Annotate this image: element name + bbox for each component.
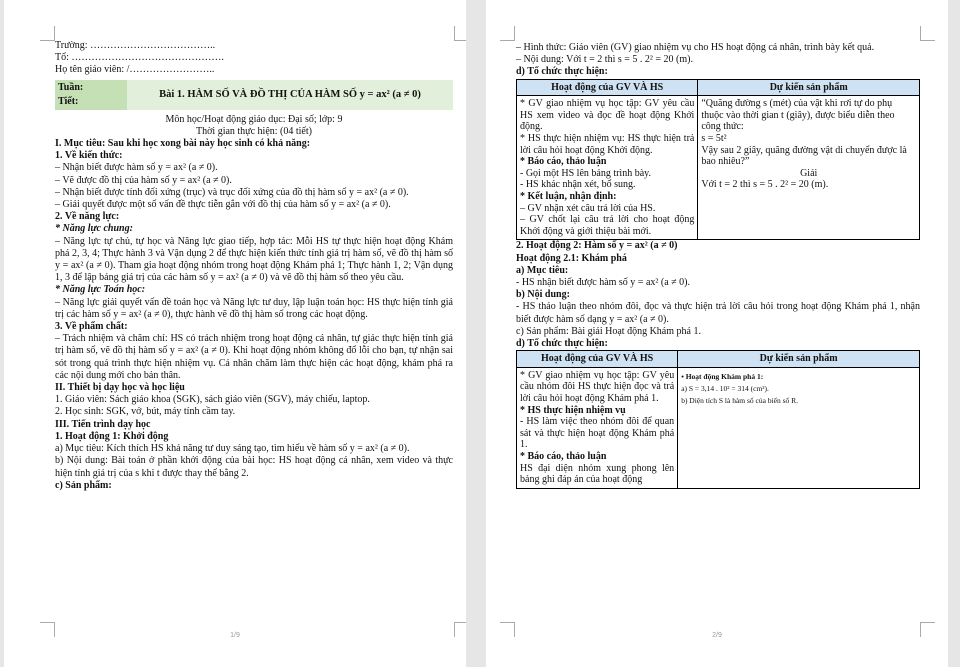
lesson-title: Bài 1. HÀM SỐ VÀ ĐỒ THỊ CỦA HÀM SỐ y = ax² (a ≠ 0) <box>127 80 453 110</box>
crop-mark <box>500 26 515 41</box>
text-line: - Gọi một HS lên bảng trình bày. <box>520 167 652 179</box>
text-line: b) Nội dung: <box>516 289 570 301</box>
crop-mark <box>454 26 466 41</box>
subject-line: Môn học/Hoạt động giáo dục: Đại số; lớp: 9 <box>165 113 343 125</box>
table-cell-products <box>698 96 920 240</box>
document-page-2 <box>486 0 948 667</box>
crop-mark <box>920 26 935 41</box>
text-line: * GV giao nhiệm vụ học tập: GV yêu cầu nhóm đôi HS thực hiện đọc và trả lời câu hỏi hoạt động Khám phá 1. <box>520 369 675 404</box>
text-line: a) Mục tiêu: Kích thích HS khả năng tư duy sáng tạo, tìm hiểu về hàm số y = ax² (a ≠ 0). <box>55 443 410 455</box>
text-line: - HS nhận biết được hàm số y = ax² (a ≠ 0). <box>516 276 690 288</box>
text-line: Vậy sau 2 giây, quãng đường vật di chuyển được là bao nhiêu?” <box>701 144 907 168</box>
table-header: Dự kiến sản phẩm <box>698 79 920 96</box>
duration-line: Thời gian thực hiện: (04 tiết) <box>196 125 312 137</box>
text-line: I. Mục tiêu: Sau khi học xong bài này học sinh có khả năng: <box>55 138 311 150</box>
text-line: * Năng lực Toán học: <box>55 284 146 296</box>
text-line: – Hình thức: Giáo viên (GV) giao nhiệm vụ cho HS hoạt động cá nhân, trình bày kết quả. <box>516 42 875 53</box>
table-header: Hoạt động của GV VÀ HS <box>517 79 698 96</box>
text-line: II. Thiết bị dạy học và học liệu <box>55 382 185 394</box>
text-line: 1. Giáo viên: Sách giáo khoa (SGK), sách giáo viên (SGV), máy chiếu, laptop. <box>55 394 370 406</box>
activity-2-section <box>516 240 920 350</box>
lesson-title-band <box>55 80 453 110</box>
text-line: a) S = 3,14 . 10² = 314 (cm²). <box>681 383 769 393</box>
text-line: b) Diện tích S là hàm số của biến số R. <box>681 395 799 405</box>
activity-table-2 <box>516 350 920 489</box>
text-line: s = 5t² <box>701 132 727 144</box>
text-line: – Giải quyết được một số vấn đề thực tiễn gắn với đồ thị của hàm số y = ax² (a ≠ 0). <box>55 199 391 211</box>
text-line: * Báo cáo, thảo luận <box>520 450 607 462</box>
page-number: 2/9 <box>712 632 722 639</box>
text-line: – Năng lực giải quyết vấn đề toán học và Năng lực tư duy, lập luận toán học: HS thực hiện tính giá trị các hàm số y = ax² (a ≠ 0), thực hành vẽ đồ thị hàm số trong các hoạt động. <box>55 296 453 320</box>
teacher-line: Họ tên giáo viên: /…………………….. <box>55 64 215 76</box>
activity-table-1 <box>516 79 920 241</box>
text-line: – Nhận biết được tính đối xứng (trục) và trục đối xứng của đồ thị hàm số y = ax² (a ≠ 0). <box>55 186 409 198</box>
text-line: * HS thực hiện nhiệm vụ <box>520 404 626 416</box>
document-page-1 <box>4 0 466 667</box>
text-line: * Năng lực chung: <box>55 223 133 235</box>
text-line: HS đại diện nhóm xung phong lên bảng ghi đáp án của hoạt động <box>520 462 675 486</box>
text-line: Với t = 2 thì s = 5 . 2² = 20 (m). <box>701 179 829 191</box>
page-number: 1/9 <box>230 632 240 639</box>
page-2-intro <box>516 42 920 79</box>
text-line: c) Sản phẩm: <box>55 479 112 491</box>
text-line: d) Tổ chức thực hiện: <box>516 337 608 349</box>
text-line: - HS làm việc theo nhóm đôi để quan sát và thực hiện hoạt động Khám phá 1. <box>520 416 675 451</box>
text-line: 2. Về năng lực: <box>55 211 120 223</box>
text-line: b) Nội dung: Bài toán ở phần khởi động của bài học: HS hoạt động cá nhân, xem video và thực hiện tính giá trị của s khi t được thay thế bằng 2. <box>55 455 453 479</box>
text-line: Giải <box>800 167 818 179</box>
text-line: • Hoạt động Khám phá 1: <box>681 371 764 381</box>
table-cell-activities <box>517 96 698 240</box>
text-line: 3. Về phẩm chất: <box>55 321 128 333</box>
week-period-cell <box>55 80 127 110</box>
text-line: 2. Hoạt động 2: Hàm số y = ax² (a ≠ 0) <box>516 240 678 252</box>
crop-mark <box>40 26 55 41</box>
text-line: 1. Hoạt động 1: Khởi động <box>55 430 169 442</box>
text-line: * Báo cáo, thảo luận <box>520 156 607 168</box>
text-line: - HS khác nhận xét, bổ sung. <box>520 179 636 191</box>
text-line: 1. Về kiến thức: <box>55 150 123 162</box>
text-line: * Kết luận, nhận định: <box>520 190 617 202</box>
table-cell-activities <box>517 367 678 488</box>
week-label: Tuần: <box>58 81 84 93</box>
text-line: III. Tiến trình dạy học <box>55 418 151 430</box>
text-line: d) Tổ chức thực hiện: <box>516 66 608 78</box>
text-line: – Nội dung: Với t = 2 thì s = 5 . 2² = 20 (m). <box>516 54 693 66</box>
school-line: Trường: ……………………………….. <box>55 40 216 51</box>
text-line: “Quãng đường s (mét) của vật khi rơi tự do phụ thuộc vào thời gian t (giây), được biểu diễn theo công thức: <box>701 98 895 133</box>
text-line: c) Sản phẩm: Bài giải Hoạt động Khám phá 1. <box>516 325 701 337</box>
table-header: Dự kiến sản phẩm <box>678 351 920 368</box>
text-line: – Trách nhiệm và chăm chỉ: HS có trách nhiệm trong hoạt động cá nhân, tự giác thực hiện tính giá trị hàm số, vẽ đồ thị hàm số y = ax² (a ≠ 0). Khi hoạt động nhóm không đổ lỗi cho bạn, tự nhận sai sót trong quá trình thực hiện nhiệm vụ. Cá nhân chăm làm thực hiện các hoạt động, khám phá ra các nội dung mới cho bản thân. <box>55 333 453 381</box>
text-line: - HS thảo luận theo nhóm đôi, đọc và thực hiện trả lời câu hỏi trong hoạt động Khám phá 1, nhận biết được hàm số dạng y = ax² (a ≠ 0). <box>516 301 920 325</box>
text-line: * HS thực hiện nhiệm vụ: HS thực hiện trả lời câu hỏi hoạt động Khởi động. <box>520 132 695 156</box>
page-2-content <box>516 42 920 489</box>
team-line: Tổ: ………………………………………. <box>55 52 224 64</box>
text-line: – Vẽ được đồ thị của hàm số y = ax² (a ≠ 0). <box>55 174 232 186</box>
text-line: – Năng lực tự chủ, tự học và Năng lực giao tiếp, hợp tác: Mỗi HS tự thực hiện hoạt động Khám phá 2, 3, 4; Thực hành 3 và Vận dụng 2 để thực hiện kiến thức tính giá trị hàm số, vẽ đồ thị hàm số y = ax² (a ≠ 0). Tham gia hoạt động nhóm trong hoạt động Khám phá 1; Thực hành 1, 2; Vận dụng 1, 3 để lập bảng giá trị của các hàm số y = ax² (a ≠ 0) và vẽ đồ thị hàm số theo yêu cầu. <box>55 235 453 284</box>
page-1-content <box>55 40 453 492</box>
table-header: Hoạt động của GV VÀ HS <box>517 351 678 368</box>
period-label: Tiết: <box>58 95 79 107</box>
text-line: a) Mục tiêu: <box>516 264 569 276</box>
text-line: – GV chốt lại câu trả lời cho hoạt động Khởi động và giới thiệu bài mới. <box>520 214 695 237</box>
page-1-body <box>55 138 453 492</box>
text-line: – GV nhận xét câu trả lời của HS. <box>520 202 656 214</box>
text-line: 2. Học sinh: SGK, vở, bút, máy tính cầm tay. <box>55 406 236 418</box>
text-line: Hoạt động 2.1: Khám phá <box>516 252 627 264</box>
text-line: * GV giao nhiệm vụ học tập: GV yêu cầu HS xem video và đọc đề hoạt động Khởi động. <box>520 98 695 133</box>
table-cell-products <box>678 367 920 488</box>
text-line: – Nhận biết được hàm số y = ax² (a ≠ 0). <box>55 162 218 174</box>
